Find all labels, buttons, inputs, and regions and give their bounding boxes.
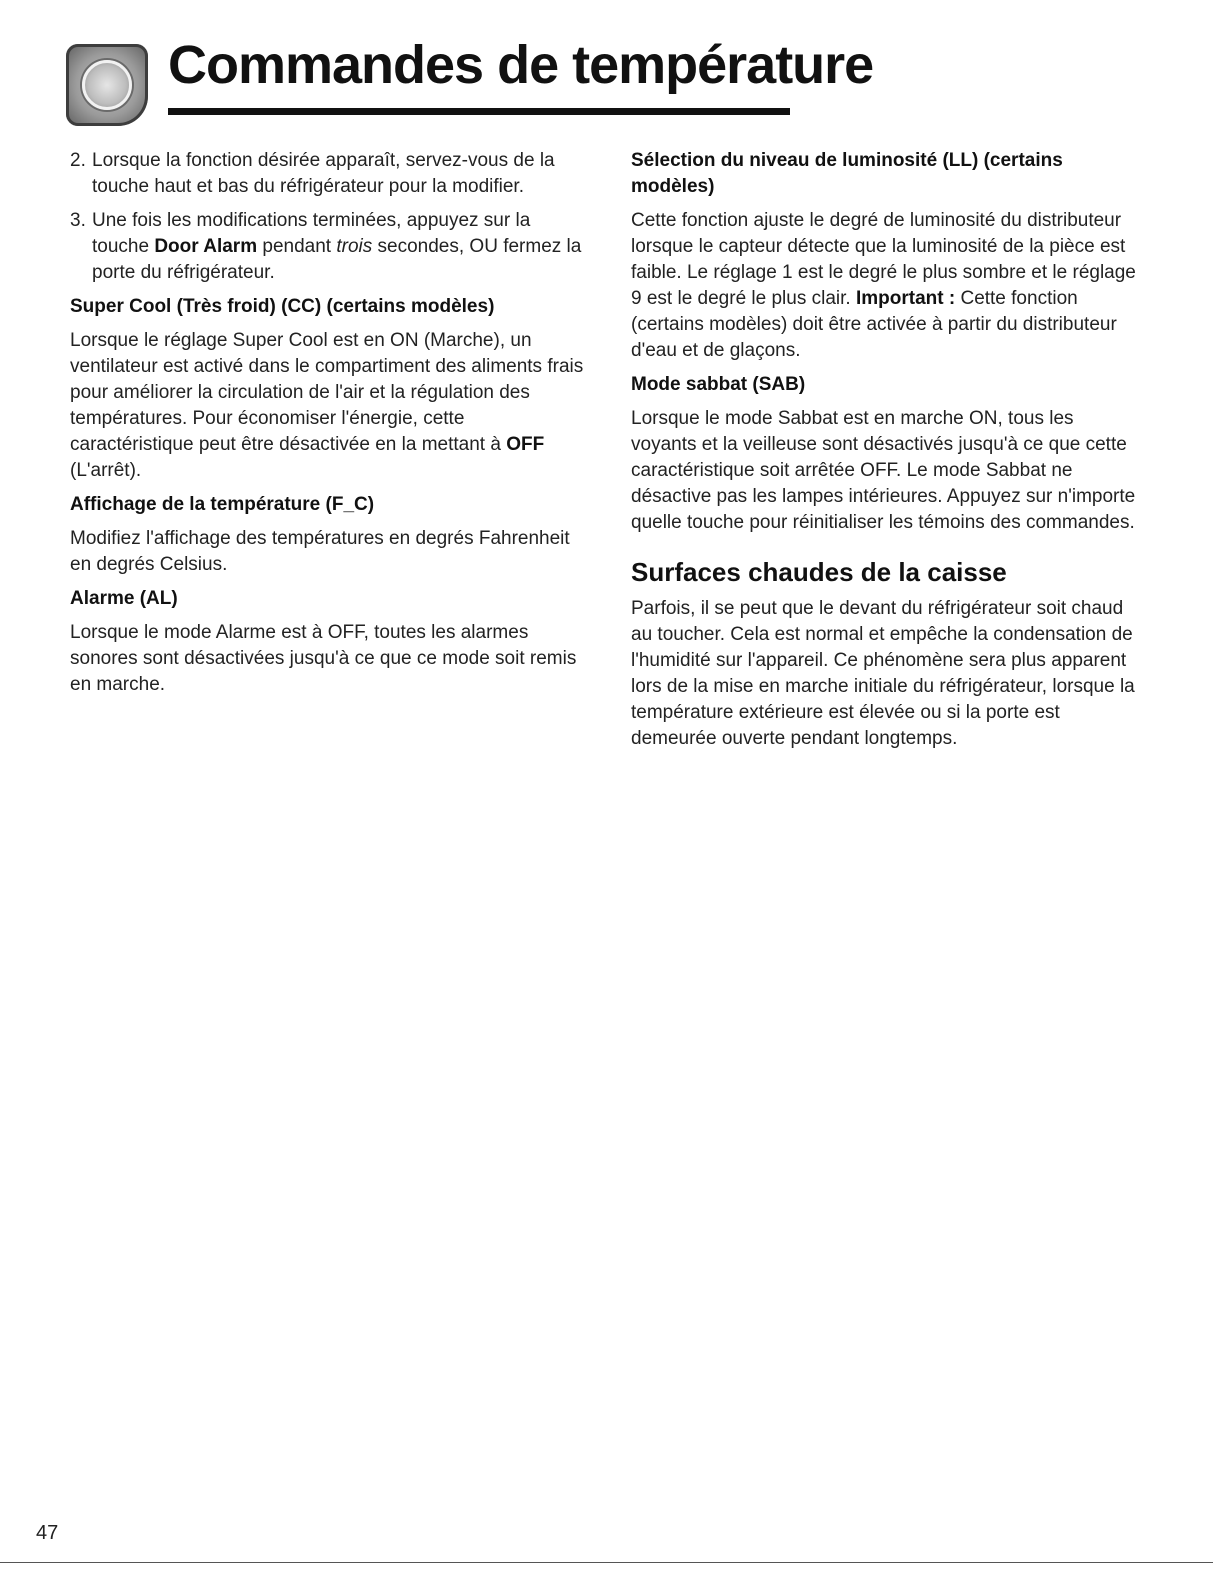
- sabbath-heading: Mode sabbat (SAB): [631, 374, 806, 395]
- off-label: OFF: [506, 434, 545, 455]
- paragraph-part: (L'arrêt).: [70, 460, 142, 481]
- brightness-heading: Sélection du niveau de luminosité (LL) (certains modèles): [631, 150, 1063, 197]
- thermostat-dial-icon: [66, 44, 148, 126]
- emphasis-three: trois: [336, 236, 373, 257]
- list-text-part: Une fois les modifications terminées, appuyez sur la touche: [92, 210, 531, 257]
- title-underline: [168, 108, 790, 115]
- alarm-heading: Alarme (AL): [70, 588, 178, 609]
- list-item-2: [70, 148, 585, 200]
- alarm-paragraph: Lorsque le mode Alarme est à OFF, toutes les alarmes sonores sont désactivées jusqu'à ce que ce mode soit remis en marche.: [70, 622, 577, 695]
- door-alarm-key-label: Door Alarm: [154, 236, 258, 257]
- page-number: 47: [36, 1522, 59, 1544]
- paragraph-part: Cette fonction (certains modèles) doit être activée à partir du distributeur d'eau et de glaçons.: [631, 288, 1117, 361]
- important-label: Important :: [855, 288, 956, 309]
- hot-surfaces-paragraph: Parfois, il se peut que le devant du réfrigérateur soit chaud au toucher. Cela est normal et empêche la condensation de l'humidité sur l'appareil. Ce phénomène sera plus apparent lors de la mise en marche initiale du réfrigérateur, lorsque la température extérieure est élevée ou si la porte est demeurée ouverte pendant longtemps.: [631, 598, 1135, 749]
- list-text: Lorsque la fonction désirée apparaît, servez-vous de la touche haut et bas du réfrigérateur pour la modifier.: [92, 150, 555, 197]
- list-number: 2.: [70, 150, 86, 171]
- sabbath-paragraph: Lorsque le mode Sabbat est en marche ON, tous les voyants et la veilleuse sont désactivés jusqu'à ce que cette caractéristique soit arrêtée OFF. Le mode Sabbat ne désactive pas les lampes intérieures. Appuyez sur n'importe quelle touche pour réinitialiser les témoins des commandes.: [631, 408, 1136, 533]
- dial-face: [82, 60, 132, 110]
- paragraph-part: Cette fonction ajuste le degré de luminosité du distributeur lorsque le capteur détecte que la luminosité de la pièce est faible. Le réglage 1 est le degré le plus sombre et le réglage 9 est le degré le plus clair.: [631, 210, 1136, 309]
- page-title: Commandes de température: [168, 35, 874, 95]
- list-item-3: [70, 208, 585, 286]
- temperature-display-heading: Affichage de la température (F_C): [70, 494, 375, 515]
- hot-surfaces-heading: Surfaces chaudes de la caisse: [631, 557, 1007, 587]
- right-column: [631, 148, 1141, 758]
- left-column: [70, 148, 585, 704]
- paragraph-part: Lorsque le réglage Super Cool est en ON (Marche), un ventilateur est activé dans le compartiment des aliments frais pour améliorer la circulation de l'air et la régulation des températures. Pour économiser l'énergie, cette caractéristique peut être désactivée en la mettant à: [70, 330, 584, 455]
- list-text: [92, 208, 585, 286]
- bottom-rule: [0, 1562, 1213, 1563]
- super-cool-heading: Super Cool (Très froid) (CC) (certains modèles): [70, 296, 495, 317]
- list-text-part: pendant: [257, 236, 337, 257]
- list-text-part: secondes, OU fermez la porte du réfrigérateur.: [92, 236, 582, 283]
- temperature-display-paragraph: Modifiez l'affichage des températures en degrés Fahrenheit en degrés Celsius.: [70, 528, 570, 575]
- brightness-paragraph: [631, 208, 1141, 364]
- super-cool-paragraph: [70, 328, 585, 484]
- list-number: 3.: [70, 210, 86, 231]
